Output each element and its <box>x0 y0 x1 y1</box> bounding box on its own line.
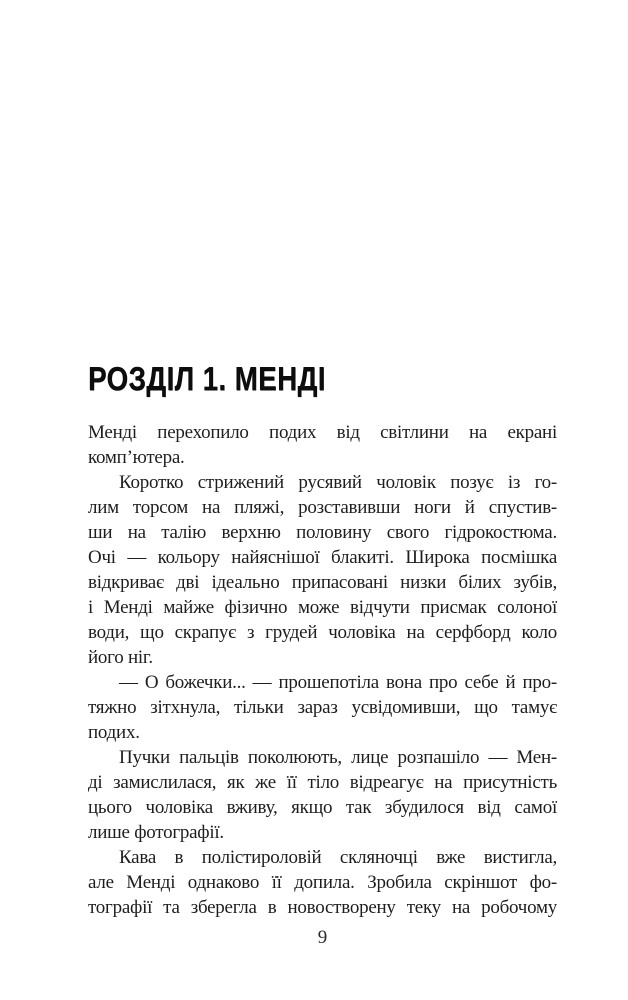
text-line: лише фотографії. <box>88 822 224 843</box>
text-line: але Менді однаково її допила. Зробила скріншот фо- <box>88 872 557 893</box>
body-text <box>88 420 557 920</box>
text-line: його ніг. <box>88 647 153 668</box>
text-line: Коротко стрижений русявий чоловік позує із го- <box>119 472 557 493</box>
text-line: комп’ютера. <box>88 447 185 468</box>
text-line: подих. <box>88 722 140 743</box>
text-line: — О божечки... — прошепотіла вона про себе й про- <box>119 672 557 693</box>
text-line: тяжно зітхнула, тільки зараз усвідомивши, що тамує <box>88 697 557 718</box>
text-line: і Менді майже фізично може відчути присмак солоної <box>88 597 557 618</box>
text-block <box>88 361 557 920</box>
text-line: Кава в полістироловій скляночці вже вистигла, <box>119 847 557 868</box>
text-line: ді замислилася, як же її тіло відреагує на присутність <box>88 772 557 793</box>
chapter-title-text: РОЗДІЛ 1. МЕНДІ <box>88 360 326 397</box>
text-line: цього чоловіка вживу, якщо так збудилося від самої <box>88 797 557 818</box>
chapter-title <box>88 361 557 397</box>
text-line: Менді перехопило подих від світлини на екрані <box>88 422 557 443</box>
text-line: Очі — кольору найяснішої блакиті. Широка посмішка <box>88 547 557 568</box>
text-line: відкриває дві ідеально припасовані низки білих зубів, <box>88 572 557 593</box>
page-number: 9 <box>317 927 328 948</box>
text-line: води, що скрапує з грудей чоловіка на серфборд коло <box>88 622 557 643</box>
text-line: Пучки пальців поколюють, лице розпашіло — Мен- <box>119 747 557 768</box>
text-line: тографії та зберегла в новостворену теку на робочому <box>88 897 557 918</box>
text-line: ши на талію верхню половину свого гідрокостюма. <box>88 522 557 543</box>
text-line: лим торсом на пляжі, розставивши ноги й спустив- <box>88 497 557 518</box>
